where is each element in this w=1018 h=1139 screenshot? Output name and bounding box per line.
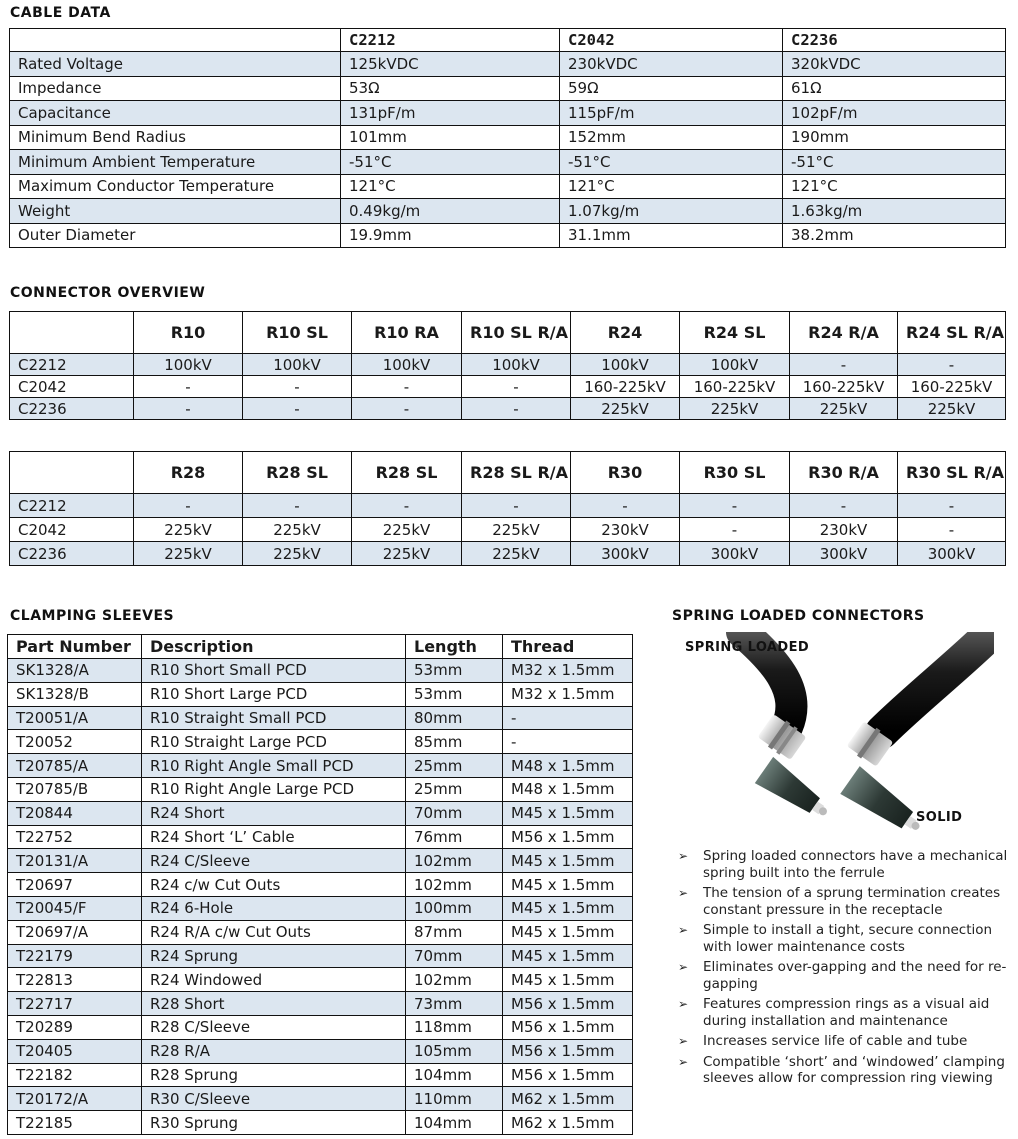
length-cell: 104mm	[406, 1111, 503, 1135]
cable-value-cell: 121°C	[783, 174, 1006, 199]
spring-loaded-bullet-list	[676, 848, 1011, 1091]
thread-cell: M45 x 1.5mm	[503, 920, 633, 944]
description-cell: R10 Short Small PCD	[142, 659, 406, 683]
table-row	[8, 873, 633, 897]
part-number-cell: SK1328/A	[8, 659, 142, 683]
cable-value-cell: 61Ω	[783, 76, 1006, 101]
clamping-sleeves-table	[7, 634, 633, 1135]
length-cell: 118mm	[406, 1015, 503, 1039]
list-item	[676, 848, 1011, 881]
connector-column-header: R28 SL	[243, 452, 352, 494]
length-cell: 53mm	[406, 659, 503, 683]
table-row	[10, 354, 1006, 376]
connector-column-header: R24	[571, 312, 680, 354]
length-cell: 100mm	[406, 896, 503, 920]
connector-rating-cell: 160-225kV	[680, 376, 790, 398]
connector-rating-cell: 225kV	[352, 542, 462, 566]
cable-value-cell: 1.63kg/m	[783, 199, 1006, 224]
table-row	[10, 101, 1006, 126]
cable-value-cell: 121°C	[560, 174, 783, 199]
cable-data-body	[10, 29, 1006, 248]
cable-header-row	[10, 29, 1006, 52]
description-cell: R24 Sprung	[142, 944, 406, 968]
list-item	[676, 1033, 1011, 1050]
connector-column-header: R30	[571, 452, 680, 494]
cable-value-cell: 152mm	[560, 125, 783, 150]
thread-cell: M45 x 1.5mm	[503, 873, 633, 897]
cable-value-cell: 0.49kg/m	[341, 199, 560, 224]
thread-cell: M45 x 1.5mm	[503, 801, 633, 825]
description-cell: R28 Short	[142, 992, 406, 1016]
cable-value-cell: 101mm	[341, 125, 560, 150]
table-row	[10, 518, 1006, 542]
part-number-cell: T22717	[8, 992, 142, 1016]
table-row	[10, 52, 1006, 77]
connector-rating-cell: 300kV	[680, 542, 790, 566]
thread-cell: -	[503, 706, 633, 730]
cable-value-cell: -51°C	[783, 150, 1006, 175]
connector-rating-cell: 100kV	[134, 354, 243, 376]
description-cell: R28 Sprung	[142, 1063, 406, 1087]
thread-cell: M48 x 1.5mm	[503, 777, 633, 801]
connector-rating-cell: 225kV	[134, 542, 243, 566]
cable-value-cell: 190mm	[783, 125, 1006, 150]
description-cell: R24 Windowed	[142, 968, 406, 992]
cable-property-label: Minimum Ambient Temperature	[10, 150, 341, 175]
description-cell: R24 c/w Cut Outs	[142, 873, 406, 897]
thread-cell: M45 x 1.5mm	[503, 849, 633, 873]
connector-column-header: R30 SL R/A	[898, 452, 1006, 494]
length-cell: 25mm	[406, 754, 503, 778]
clamping-column-header: Part Number	[8, 635, 142, 659]
clamping-column-header: Length	[406, 635, 503, 659]
table-row	[8, 1039, 633, 1063]
thread-cell: M56 x 1.5mm	[503, 825, 633, 849]
table-row	[8, 920, 633, 944]
clamping-column-header: Thread	[503, 635, 633, 659]
connector-overview-table-2	[9, 451, 1006, 566]
length-cell: 70mm	[406, 944, 503, 968]
spring-loaded-heading: SPRING LOADED CONNECTORS	[672, 608, 925, 624]
part-number-cell: T20844	[8, 801, 142, 825]
thread-cell: M45 x 1.5mm	[503, 944, 633, 968]
cable-value-cell: 59Ω	[560, 76, 783, 101]
list-item	[676, 885, 1011, 918]
part-number-cell: T22185	[8, 1111, 142, 1135]
clamping-sleeves-heading: CLAMPING SLEEVES	[10, 608, 175, 624]
thread-cell: M62 x 1.5mm	[503, 1087, 633, 1111]
connector-rating-cell: -	[243, 376, 352, 398]
cable-property-label: Outer Diameter	[10, 223, 341, 248]
part-number-cell: T22182	[8, 1063, 142, 1087]
thread-cell: M45 x 1.5mm	[503, 896, 633, 920]
clamping-column-header: Description	[142, 635, 406, 659]
length-cell: 102mm	[406, 873, 503, 897]
cable-value-cell: 38.2mm	[783, 223, 1006, 248]
list-item	[676, 959, 1011, 992]
length-cell: 25mm	[406, 777, 503, 801]
description-cell: R28 C/Sleeve	[142, 1015, 406, 1039]
table-row	[8, 992, 633, 1016]
thread-cell: M56 x 1.5mm	[503, 1039, 633, 1063]
table-row	[8, 825, 633, 849]
bullet-text: The tension of a sprung termination creates constant pressure in the receptacle	[703, 885, 1001, 918]
connector-rating-cell: 225kV	[243, 518, 352, 542]
connector-rating-cell: -	[352, 376, 462, 398]
bullet-text: Features compression rings as a visual aid during installation and maintenance	[703, 996, 990, 1029]
part-number-cell: T20052	[8, 730, 142, 754]
description-cell: R24 C/Sleeve	[142, 849, 406, 873]
connector-rating-cell: 225kV	[352, 518, 462, 542]
connector-rating-cell: 100kV	[352, 354, 462, 376]
description-cell: R24 R/A c/w Cut Outs	[142, 920, 406, 944]
connector-rating-cell: 225kV	[462, 518, 571, 542]
cable-value-cell: 131pF/m	[341, 101, 560, 126]
spring-loaded-label: SPRING LOADED	[685, 640, 810, 655]
table-row	[8, 777, 633, 801]
connector-column-header: R28 SL R/A	[462, 452, 571, 494]
cable-value-cell: 53Ω	[341, 76, 560, 101]
connector-overview-heading: CONNECTOR OVERVIEW	[10, 285, 206, 301]
connector-rating-cell: -	[134, 376, 243, 398]
part-number-cell: T20785/A	[8, 754, 142, 778]
cable-property-label: Minimum Bend Radius	[10, 125, 341, 150]
connector-column-header: R24 SL R/A	[898, 312, 1006, 354]
cable-property-label: Capacitance	[10, 101, 341, 126]
part-number-cell: T20131/A	[8, 849, 142, 873]
connector-cable-label: C2042	[10, 518, 134, 542]
length-cell: 102mm	[406, 849, 503, 873]
description-cell: R24 Short	[142, 801, 406, 825]
part-number-cell: T20051/A	[8, 706, 142, 730]
table-row	[8, 1063, 633, 1087]
connector-rating-cell: 160-225kV	[790, 376, 898, 398]
connector-column-header: R10 SL	[243, 312, 352, 354]
cable-value-cell: 19.9mm	[341, 223, 560, 248]
connector-rating-cell: 160-225kV	[898, 376, 1006, 398]
thread-cell: M45 x 1.5mm	[503, 968, 633, 992]
cable-data-table	[9, 28, 1006, 248]
connector-column-header: R10 RA	[352, 312, 462, 354]
connector-rating-cell: -	[898, 518, 1006, 542]
table-row	[8, 754, 633, 778]
connector-column-header: R10	[134, 312, 243, 354]
cable-value-cell: 125kVDC	[341, 52, 560, 77]
length-cell: 73mm	[406, 992, 503, 1016]
connector-column-header: R10 SL R/A	[462, 312, 571, 354]
thread-cell: -	[503, 730, 633, 754]
connector-cable-label: C2212	[10, 494, 134, 518]
cable-column-header: C2042	[560, 29, 783, 52]
connector-rating-cell: 100kV	[680, 354, 790, 376]
table-row	[8, 968, 633, 992]
connector-rating-cell: 225kV	[462, 542, 571, 566]
list-item	[676, 1054, 1011, 1087]
connector-rating-cell: 300kV	[571, 542, 680, 566]
connector-rating-cell: 225kV	[243, 542, 352, 566]
connector-rating-cell: -	[680, 494, 790, 518]
cable-property-label: Weight	[10, 199, 341, 224]
cable-property-label: Impedance	[10, 76, 341, 101]
connector-rating-cell: -	[243, 494, 352, 518]
length-cell: 85mm	[406, 730, 503, 754]
cable-column-header: C2236	[783, 29, 1006, 52]
thread-cell: M56 x 1.5mm	[503, 1063, 633, 1087]
table-row	[10, 542, 1006, 566]
connector-rating-cell: -	[352, 494, 462, 518]
connector-header-row	[10, 312, 1006, 354]
connector-rating-cell: 230kV	[571, 518, 680, 542]
table-row	[8, 801, 633, 825]
table-row	[8, 849, 633, 873]
connector-column-header	[10, 452, 134, 494]
description-cell: R10 Short Large PCD	[142, 682, 406, 706]
thread-cell: M56 x 1.5mm	[503, 1015, 633, 1039]
part-number-cell: SK1328/B	[8, 682, 142, 706]
connector-rating-cell: -	[898, 494, 1006, 518]
length-cell: 70mm	[406, 801, 503, 825]
thread-cell: M48 x 1.5mm	[503, 754, 633, 778]
arrow-right-icon: ➢	[678, 1054, 689, 1069]
cable-value-cell: 102pF/m	[783, 101, 1006, 126]
connector-rating-cell: 100kV	[462, 354, 571, 376]
bullet-text: Compatible ‘short’ and ‘windowed’ clamping sleeves allow for compression ring viewing	[703, 1053, 1005, 1086]
description-cell: R30 Sprung	[142, 1111, 406, 1135]
table-row	[8, 1015, 633, 1039]
length-cell: 102mm	[406, 968, 503, 992]
bullet-text: Increases service life of cable and tube	[703, 1033, 968, 1049]
table-row	[10, 125, 1006, 150]
arrow-right-icon: ➢	[678, 960, 689, 974]
connector-rating-cell: -	[243, 398, 352, 420]
connector-rating-cell: 100kV	[571, 354, 680, 376]
description-cell: R28 R/A	[142, 1039, 406, 1063]
cable-value-cell: 320kVDC	[783, 52, 1006, 77]
table-row	[10, 199, 1006, 224]
table-row	[8, 1111, 633, 1135]
arrow-right-icon: ➢	[678, 886, 689, 900]
connector-rating-cell: 225kV	[790, 398, 898, 420]
table-row	[8, 730, 633, 754]
table-row	[10, 398, 1006, 420]
table-row	[10, 223, 1006, 248]
thread-cell: M62 x 1.5mm	[503, 1111, 633, 1135]
connector-column-header: R28	[134, 452, 243, 494]
connector-overview-table-2-body	[10, 452, 1006, 566]
thread-cell: M32 x 1.5mm	[503, 659, 633, 683]
cable-column-header: C2212	[341, 29, 560, 52]
connector-rating-cell: 160-225kV	[571, 376, 680, 398]
table-row	[8, 706, 633, 730]
bullet-text: Simple to install a tight, secure connection with lower maintenance costs	[703, 922, 993, 955]
connector-rating-cell: -	[462, 398, 571, 420]
part-number-cell: T20172/A	[8, 1087, 142, 1111]
connector-column-header: R24 R/A	[790, 312, 898, 354]
arrow-right-icon: ➢	[678, 849, 689, 863]
description-cell: R24 6-Hole	[142, 896, 406, 920]
bullet-text: Eliminates over-gapping and the need for re-gapping	[703, 959, 1007, 992]
connector-rating-cell: -	[898, 354, 1006, 376]
bullet-text: Spring loaded connectors have a mechanical spring built into the ferrule	[703, 848, 1008, 881]
connector-rating-cell: 300kV	[898, 542, 1006, 566]
cable-value-cell: -51°C	[560, 150, 783, 175]
length-cell: 76mm	[406, 825, 503, 849]
connector-rating-cell: 225kV	[898, 398, 1006, 420]
part-number-cell: T20289	[8, 1015, 142, 1039]
table-row	[8, 1087, 633, 1111]
connector-rating-cell: 225kV	[134, 518, 243, 542]
cable-value-cell: 31.1mm	[560, 223, 783, 248]
thread-cell: M32 x 1.5mm	[503, 682, 633, 706]
length-cell: 53mm	[406, 682, 503, 706]
connector-rating-cell: 225kV	[571, 398, 680, 420]
arrow-right-icon: ➢	[678, 1034, 689, 1048]
part-number-cell: T20045/F	[8, 896, 142, 920]
table-row	[8, 659, 633, 683]
cable-property-label: Rated Voltage	[10, 52, 341, 77]
part-number-cell: T20697	[8, 873, 142, 897]
connector-rating-cell: -	[680, 518, 790, 542]
clamping-sleeves-body	[8, 635, 633, 1135]
connector-cable-label: C2212	[10, 354, 134, 376]
arrow-right-icon: ➢	[678, 923, 689, 937]
connector-cable-label: C2236	[10, 542, 134, 566]
thread-cell: M56 x 1.5mm	[503, 992, 633, 1016]
part-number-cell: T20697/A	[8, 920, 142, 944]
table-row	[10, 174, 1006, 199]
connector-column-header: R24 SL	[680, 312, 790, 354]
cable-value-cell: 115pF/m	[560, 101, 783, 126]
table-row	[8, 682, 633, 706]
table-row	[10, 150, 1006, 175]
connector-rating-cell: -	[790, 354, 898, 376]
table-row	[10, 76, 1006, 101]
connector-header-row	[10, 452, 1006, 494]
length-cell: 104mm	[406, 1063, 503, 1087]
cable-value-cell: -51°C	[341, 150, 560, 175]
length-cell: 110mm	[406, 1087, 503, 1111]
connector-rating-cell: -	[134, 398, 243, 420]
description-cell: R24 Short ‘L’ Cable	[142, 825, 406, 849]
connector-rating-cell: -	[462, 494, 571, 518]
connector-rating-cell: -	[462, 376, 571, 398]
connector-rating-cell: -	[134, 494, 243, 518]
cable-value-cell: 230kVDC	[560, 52, 783, 77]
table-row	[8, 896, 633, 920]
table-row	[10, 376, 1006, 398]
spring-loaded-connector	[742, 632, 835, 827]
connector-column-header: R28 SL	[352, 452, 462, 494]
connector-cable-label: C2042	[10, 376, 134, 398]
connector-rating-cell: 225kV	[680, 398, 790, 420]
connector-rating-cell: 230kV	[790, 518, 898, 542]
connector-overview-table-1-body	[10, 312, 1006, 420]
list-item	[676, 996, 1011, 1029]
connector-column-header: R30 R/A	[790, 452, 898, 494]
description-cell: R30 C/Sleeve	[142, 1087, 406, 1111]
part-number-cell: T20785/B	[8, 777, 142, 801]
connector-rating-cell: 300kV	[790, 542, 898, 566]
connector-column-header: R30 SL	[680, 452, 790, 494]
description-cell: R10 Right Angle Small PCD	[142, 754, 406, 778]
table-row	[10, 494, 1006, 518]
solid-label: SOLID	[916, 810, 963, 825]
connector-rating-cell: -	[571, 494, 680, 518]
length-cell: 87mm	[406, 920, 503, 944]
part-number-cell: T22179	[8, 944, 142, 968]
connector-overview-table-1	[9, 311, 1006, 420]
part-number-cell: T22813	[8, 968, 142, 992]
description-cell: R10 Straight Small PCD	[142, 706, 406, 730]
length-cell: 105mm	[406, 1039, 503, 1063]
connector-cable-label: C2236	[10, 398, 134, 420]
arrow-right-icon: ➢	[678, 997, 689, 1011]
description-cell: R10 Straight Large PCD	[142, 730, 406, 754]
part-number-cell: T22752	[8, 825, 142, 849]
table-row	[8, 944, 633, 968]
length-cell: 80mm	[406, 706, 503, 730]
cable-value-cell: 1.07kg/m	[560, 199, 783, 224]
cable-data-heading: CABLE DATA	[10, 5, 111, 21]
connector-rating-cell: 100kV	[243, 354, 352, 376]
connector-rating-cell: -	[352, 398, 462, 420]
connector-rating-cell: -	[790, 494, 898, 518]
cable-property-label: Maximum Conductor Temperature	[10, 174, 341, 199]
cable-column-header	[10, 29, 341, 52]
description-cell: R10 Right Angle Large PCD	[142, 777, 406, 801]
clamping-header-row	[8, 635, 633, 659]
list-item	[676, 922, 1011, 955]
part-number-cell: T20405	[8, 1039, 142, 1063]
cable-value-cell: 121°C	[341, 174, 560, 199]
connector-column-header	[10, 312, 134, 354]
